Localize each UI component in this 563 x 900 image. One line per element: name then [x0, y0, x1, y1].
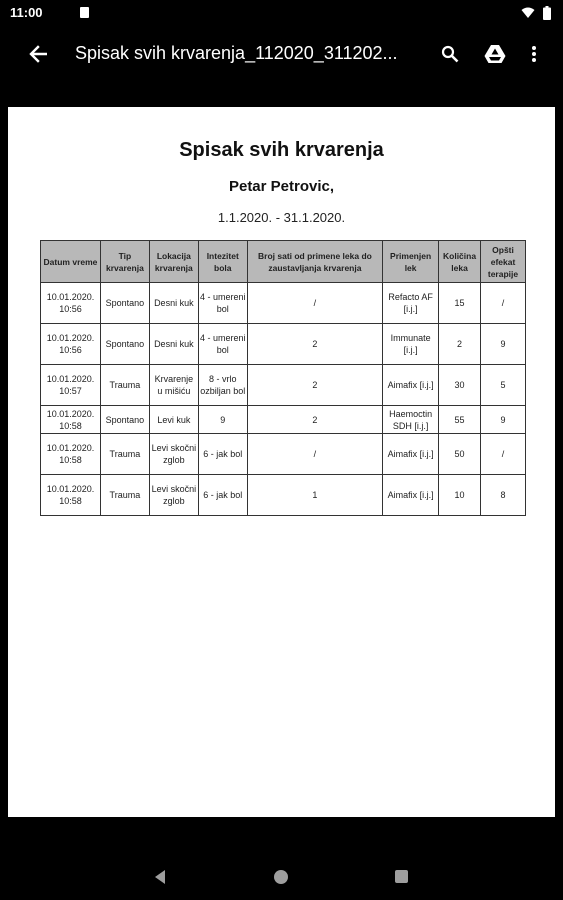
table-row: [41, 365, 526, 406]
cell-tip: Trauma: [100, 475, 149, 516]
cell-lek: Aimafix [i.j.]: [383, 434, 439, 475]
col-header-datum: Datum vreme: [41, 241, 101, 283]
cell-tip: Trauma: [100, 365, 149, 406]
header-row: [41, 241, 526, 283]
cell-intezitet: 6 - jak bol: [198, 475, 247, 516]
cell-efekat: 8: [481, 475, 526, 516]
cell-broj-sati: 2: [247, 365, 382, 406]
system-nav-bar: [0, 855, 563, 900]
date-range: 1.1.2020. - 31.1.2020.: [217, 210, 346, 225]
cell-kolicina: 30: [439, 365, 481, 406]
cell-kolicina: 50: [439, 434, 481, 475]
app-bar: [0, 26, 563, 82]
nav-recents-icon[interactable]: [395, 870, 408, 883]
cell-datum: 10.01.2020. 10:58: [41, 434, 101, 475]
cell-kolicina: 15: [439, 283, 481, 324]
cell-lokacija: Desni kuk: [149, 283, 198, 324]
cell-lek: Aimafix [i.j.]: [383, 365, 439, 406]
cell-tip: Spontano: [100, 283, 149, 324]
patient-name: Petar Petrovic,: [228, 178, 335, 195]
wifi-icon: [521, 7, 535, 19]
nav-home-icon[interactable]: [274, 870, 288, 884]
cell-lokacija: Levi kuk: [149, 406, 198, 434]
cell-intezitet: 6 - jak bol: [198, 434, 247, 475]
status-icons: [521, 6, 551, 20]
table-header: [41, 241, 526, 283]
status-bar: [0, 0, 563, 26]
cell-lokacija: Desni kuk: [149, 324, 198, 365]
cell-lokacija: Levi skočni zglob: [149, 434, 198, 475]
cell-kolicina: 55: [439, 406, 481, 434]
back-arrow-icon[interactable]: [24, 40, 52, 68]
sim-card-icon: [80, 7, 89, 18]
cell-datum: 10.01.2020. 10:56: [41, 324, 101, 365]
col-header-tip: Tip krvarenja: [100, 241, 149, 283]
battery-icon: [543, 6, 551, 20]
cell-intezitet: 9: [198, 406, 247, 434]
table-row: [41, 434, 526, 475]
cell-tip: Spontano: [100, 324, 149, 365]
cell-lek: Haemoctin SDH [i.j.]: [383, 406, 439, 434]
cell-efekat: 9: [481, 406, 526, 434]
cell-datum: 10.01.2020. 10:56: [41, 283, 101, 324]
cell-lek: Refacto AF [i.j.]: [383, 283, 439, 324]
cell-lokacija: Krvarenje u mišiću: [149, 365, 198, 406]
cell-efekat: 5: [481, 365, 526, 406]
drive-icon[interactable]: [481, 40, 509, 68]
page-title: Spisak svih krvarenja: [179, 139, 384, 161]
cell-efekat: 9: [481, 324, 526, 365]
document-title: Spisak svih krvarenja_112020_311202...: [75, 43, 398, 63]
cell-kolicina: 2: [439, 324, 481, 365]
bleeds-table: [40, 240, 526, 516]
cell-datum: 10.01.2020. 10:57: [41, 365, 101, 406]
col-header-broj-sati: Broj sati od primene leka do zaustavljanja krvarenja: [247, 241, 382, 283]
cell-tip: Trauma: [100, 434, 149, 475]
cell-datum: 10.01.2020. 10:58: [41, 475, 101, 516]
table-row: [41, 324, 526, 365]
table-row: [41, 406, 526, 434]
col-header-intezitet: Intezitet bola: [198, 241, 247, 283]
col-header-lokacija: Lokacija krvarenja: [149, 241, 198, 283]
search-icon[interactable]: [436, 40, 464, 68]
cell-kolicina: 10: [439, 475, 481, 516]
cell-datum: 10.01.2020. 10:58: [41, 406, 101, 434]
cell-broj-sati: 2: [247, 406, 382, 434]
table-row: [41, 475, 526, 516]
cell-lokacija: Levi skočni zglob: [149, 475, 198, 516]
cell-lek: Immunate [i.j.]: [383, 324, 439, 365]
cell-efekat: /: [481, 283, 526, 324]
cell-broj-sati: /: [247, 434, 382, 475]
cell-intezitet: 4 - umereni bol: [198, 324, 247, 365]
cell-intezitet: 4 - umereni bol: [198, 283, 247, 324]
cell-lek: Aimafix [i.j.]: [383, 475, 439, 516]
cell-intezitet: 8 - vrlo ozbiljan bol: [198, 365, 247, 406]
col-header-kolicina: Količina leka: [439, 241, 481, 283]
cell-broj-sati: /: [247, 283, 382, 324]
pdf-page: [8, 107, 555, 817]
col-header-efekat: Opšti efekat terapije: [481, 241, 526, 283]
cell-broj-sati: 2: [247, 324, 382, 365]
more-vert-icon[interactable]: [522, 40, 546, 68]
table-row: [41, 283, 526, 324]
nav-back-icon[interactable]: [153, 869, 167, 885]
status-time: 11:00: [10, 5, 43, 20]
cell-efekat: /: [481, 434, 526, 475]
cell-broj-sati: 1: [247, 475, 382, 516]
col-header-lek: Primenjen lek: [383, 241, 439, 283]
cell-tip: Spontano: [100, 406, 149, 434]
